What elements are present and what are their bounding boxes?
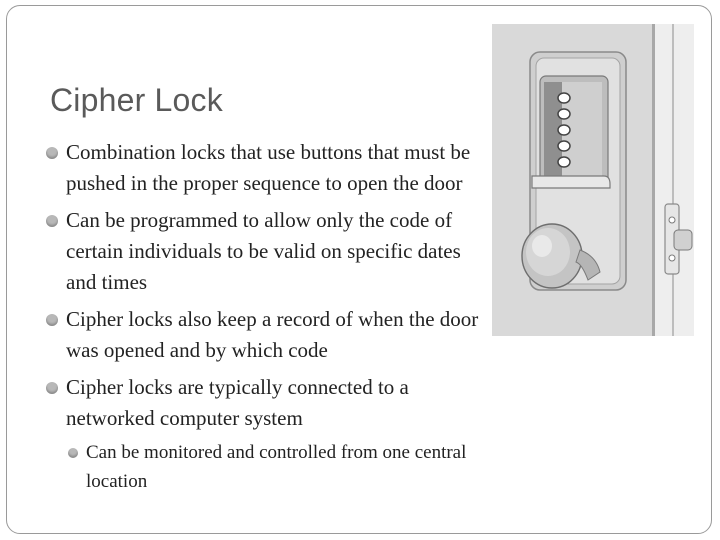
bullet-text: Cipher locks are typically connected to a networked computer system (66, 375, 409, 430)
cipher-lock-illustration-icon (492, 24, 694, 336)
sub-bullet-item: Can be monitored and controlled from one central location (66, 438, 486, 496)
bullet-item: Cipher locks also keep a record of when the door was opened and by which code (46, 304, 486, 366)
bullet-list (46, 137, 486, 502)
slide-title: Cipher Lock (50, 82, 223, 118)
sub-bullet-list (66, 438, 486, 496)
bullet-item: Combination locks that use buttons that must be pushed in the proper sequence to open the door (46, 137, 486, 199)
bullet-item: Can be programmed to allow only the code of certain individuals to be valid on specific dates and times (46, 205, 486, 298)
bullet-item (46, 372, 486, 496)
cipher-lock-image (492, 24, 694, 336)
